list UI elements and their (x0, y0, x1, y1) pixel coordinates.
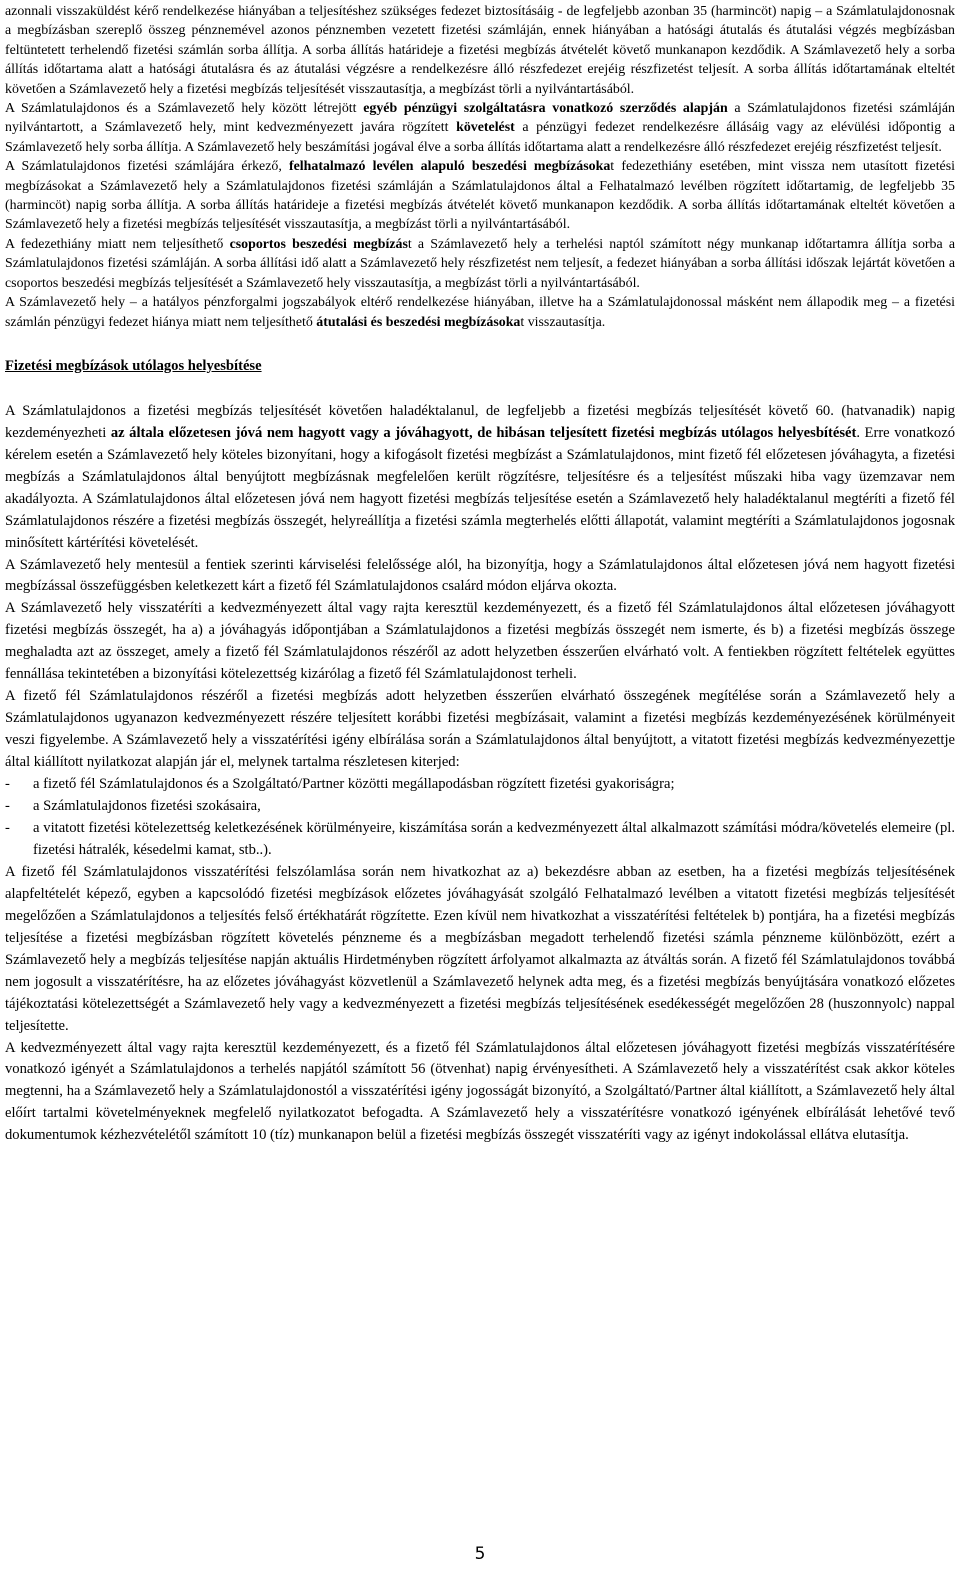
paragraph-text: t a Számlavezető hely a terhelési naptól számított négy munkanap időtartamra állítja sorba a Számlatulajdonos fizetési számláján. A sorba állítási idő alatt a Számlavezető hely részfizetést nem teljesít, a fedezet hiányában a sorba állítási időszak lejártát követően a csoportos beszedési megbízás teljesítését a Számlavezető hely visszautasítja, a megbízást törli a nyilvántartásából. (5, 236, 955, 291)
paragraph-correction-request (5, 401, 955, 555)
paragraph-text: A Számlatulajdonos fizetési számlájára érkező, (5, 159, 290, 175)
paragraph-text: A Számlavezető hely – a hatályos pénzforgalmi jogszabályok eltérő rendelkezése hiányában, illetve ha a Számlatulajdonossal másként nem állapodik meg – a fizetési számlán pénzügyi fedezet hiánya miatt nem teljesíthető (5, 295, 955, 330)
document-page (5, 2, 955, 1147)
paragraph-text: A Számlatulajdonos a fizetési megbízás teljesítését követően haladéktalanul, de legfeljebb a fizetési megbízás teljesítését követő 60. (hatvanadik) napig kezdeményezheti (5, 402, 955, 441)
bold-term: átutalási és beszedési megbízásoka (316, 314, 521, 330)
paragraph-refund-exclusions: A fizető fél Számlatulajdonos visszatérítési felszólamlása során nem hivatkozhat az a) bekezdésre abban az esetben, ha a fizetési megbízás teljesítésének alapfeltételét képező, egyben a kapcsolódó fizetési megbízások előzetes jóváhagyását szolgáló Felhatalmazó levélben a vitatott fizetési megbízás teljesítését megelőzően a Számlatulajdonos a teljesítés felső értékhatárát rögzítette. Ezen kívül nem hivatkozhat a visszatérítési feltételek b) pontjára, ha a fizetési megbízás teljesítése a fizetési megbízásban rögzített követelés pénzneme és a megbízásban megadott terhelendő fizetési számla pénzneme különbözött, ezért a Számlavezető hely a megbízás teljesítése napján aktuális Hirdetményben rögzített árfolyamot alkalmazta az átváltás során. A fizető fél Számlatulajdonos továbbá nem jogosult a visszatérítésre, ha az előzetes jóváhagyást közvetlenül a Számlavezető helynek adta meg, és a fizetési megbízás benyújtására vonatkozó előzetes tájékoztatási kötelezettségét a Számlavezető hely vagy a kedvezményezett a fizetési megbízás teljesítésének esedékességét megelőzően 28 (huszonnyolc) nappal teljesítette. (5, 863, 955, 1034)
paragraph-text: t fedezethiány esetében, mint vissza nem utasított fizetési megbízásokat a Számlavezető hely a Számlatulajdonos fizetési számláján a Számlatulajdonos által a Felhatalmazó levélben rögzített időtartamig, de legfeljebb 35 (harmincöt) napig sorba állítja. A sorba állítás határideje a fizetési megbízás átvételét követő munkanapon kezdődik. A sorba állítás időtartamának elteltét követően a Számlavezető hely a fizetési megbízás teljesítését visszautasítja, a megbízást törli a nyilvántartásából. (5, 159, 955, 233)
paragraph-text: azonnali visszaküldést kérő rendelkezése hiányában a teljesítéshez szükséges fedezet biztosításáig - de legfeljebb azonban 35 (harmincöt) napig – a Számlatulajdonosnak a megbízásban szereplő összeg pénznemével azonos pénznemben vezetett fizetési számláján, ennek hiányában a hatósági átutalás és átutalási végzés megbízásban feltüntetett terhelendő fizetési számlán sorba állítja. A sorba állítás határideje a fizetési megbízás átvételét követő munkanapon kezdődik. A Számlavezető hely a sorba állítás időtartama alatt a hatósági átutalásra és az átutalási végzésre a rendelkezésre álló részfedezet erejéig részfizetést teljesít. A sorba állítás időtartamának elteltét követően a Számlavezető hely a fizetési megbízás teljesítését visszautasítja, a megbízást törli a nyilvántartásából. (5, 4, 955, 97)
paragraph-refund-deadline: A kedvezményezett által vagy rajta keresztül kezdeményezett, és a fizető fél Számlatulajdonos által előzetesen jóváhagyott fizetési megbízás visszatérítésére vonatkozó igényét a Számlatulajdonos a terhelés napjától számított 56 (ötvenhat) napig érvényesítheti. A Számlavezető hely a visszatérítést csak akkor köteles megtenni, ha a Számlavezető hely a Számlatulajdonostól a visszatérítési igény jogosságát bizonyító, a Szolgáltató/Partner által kiállított, a Számlavezető hely által előírt tartalmi követelményeknek megfelelő nyilatkozatot befogadta. A Számlavezető hely a visszatérítésre vonatkozó igényének elbírálását lehetővé tevő dokumentumok kézhezvételétől számított 10 (tíz) munkanapon belül a fizetési megbízás összegét visszatéríti vagy az igényt indokolással ellátva elutasítja. (5, 1039, 955, 1144)
list-marker: - (5, 819, 10, 836)
list-item (5, 774, 955, 796)
paragraph-group-collection (5, 235, 955, 293)
paragraph-text: a Számlatulajdonos fizetési számláján nyilvántartott, a Számlavezető hely, mint kedvezményezett javára rögzített (5, 101, 955, 136)
paragraph-liability-exemption: A Számlavezető hely mentesül a fentiek szerinti kárviselési felelőssége alól, ha bizonyítja, hogy a Számlatulajdonos által előzetesen jóvá nem hagyott fizetési megbízással összefüggésben keletkezett kárt a fizető fél Számlatulajdonos csalárd módon eljárva okozta. (5, 556, 955, 595)
list-marker: - (5, 798, 10, 815)
paragraph-refund-assessment: A fizető fél Számlatulajdonos részéről a fizetési megbízás adott helyzetben ésszerűen elvárható összegének megítélése során a Számlavezető hely a Számlatulajdonos ugyanazon kedvezményezett részére teljesített korábbi fizetési megbízásait, valamint a fizetési megbízás kezdeményezésének körülményeit veszi figyelembe. A Számlavezető hely a visszatérítési igény elbírálása során a Számlatulajdonos által benyújtott, a vitatott fizetési megbízás kedvezményezettje által kiállított nyilatkozat alapján jár el, melynek tartalma részletesen kiterjed: (5, 688, 955, 771)
spacer (5, 378, 955, 401)
paragraph-text: A Számlatulajdonos és a Számlavezető hely között létrejött (5, 101, 364, 117)
bold-term: követelést (456, 120, 515, 136)
paragraph-text: A fedezethiány miatt nem teljesíthető (5, 236, 230, 252)
paragraph-rejection (5, 293, 955, 332)
page-number: 5 (474, 1544, 486, 1564)
paragraph-text: . Erre vonatkozó kérelem esetén a Számlavezető hely köteles bizonyítani, hogy a kifogásolt fizetési megbízást a Számlatulajdonos, mint fizető fél előzetesen jóváhagyta, a fizetési megbízás a Számlatulajdonos által benyújtott megbízásnak megfelelően került rögzítésre, teljesítésre és a teljesítést műszaki hiba vagy üzemzavar nem akadályozta. A Számlatulajdonos által előzetesen jóvá nem hagyott fizetési megbízás teljesítése esetén a Számlavezető hely haladéktalanul megtéríti a fizető fél Számlatulajdonos részére a fizetési megbízás összegét, helyreállítja a fizetési számla megterhelés előtti állapotát, valamint megtéríti a Számlatulajdonos jogosnak minősített kártérítési követelését. (5, 424, 955, 551)
list-item (5, 796, 955, 818)
paragraph-other-financial-services (5, 99, 955, 157)
list-marker: - (5, 776, 10, 793)
paragraph-text: t visszautasítja. (520, 314, 606, 330)
bold-term: csoportos beszedési megbízás (229, 236, 408, 252)
paragraph-text: a pénzügyi fedezet rendelkezésre állásáig vagy az elévülési időpontig a Számlavezető hely sorba állítja. A Számlavezető hely beszámítási jogával élve a sorba állítás időtartama alatt a rendelkezésre álló részfedezet erejéig részfizetést teljesít. (5, 120, 955, 155)
paragraph-queue-authority-transfer (5, 2, 955, 99)
list-item-text: a Számlatulajdonos fizetési szokásaira, (33, 798, 261, 815)
bold-term: felhatalmazó levélen alapuló beszedési megbízásoka (289, 159, 611, 175)
bold-term: az általa előzetesen jóvá nem hagyott vagy a jóváhagyott, de hibásan teljesített fizetési megbízás utólagos helyesbítését (110, 424, 857, 441)
bold-term: egyéb pénzügyi szolgáltatásra vonatkozó szerződés alapján (363, 101, 728, 117)
paragraph-refund-conditions: A Számlavezető hely visszatéríti a kedvezményezett által vagy rajta keresztül kezdeményezett, és a fizető fél Számlatulajdonos által előzetesen jóváhagyott fizetési megbízás összegét, ha a) a jóváhagyás időpontjában a Számlatulajdonos a fizetési megbízás összegét nem ismerte, és b) a fizetési megbízás összege meghaladta azt az összeget, amely a fizető fél Számlatulajdonos részéről az adott helyzetben ésszerűen elvárható volt. A fentiekben rögzített feltételek együttes fennállása tekintetében a bizonyítási kötelezettség kizárólag a fizető fél Számlatulajdonost terheli. (5, 600, 955, 683)
paragraph-authorization-letter-collection (5, 157, 955, 235)
list-item-text: a fizető fél Számlatulajdonos és a Szolgáltató/Partner közötti megállapodásban rögzített fizetési gyakoriságra; (33, 776, 675, 793)
list-item-text: a vitatott fizetési kötelezettség keletkezésének körülményeire, kiszámítása során a kedvezményezett által alkalmazott számítási módra/követelés elemeire (pl. fizetési hátralék, késedelmi kamat, stb..). (33, 819, 955, 858)
list-item (5, 818, 955, 862)
section-heading: Fizetési megbízások utólagos helyesbítése (5, 357, 262, 374)
